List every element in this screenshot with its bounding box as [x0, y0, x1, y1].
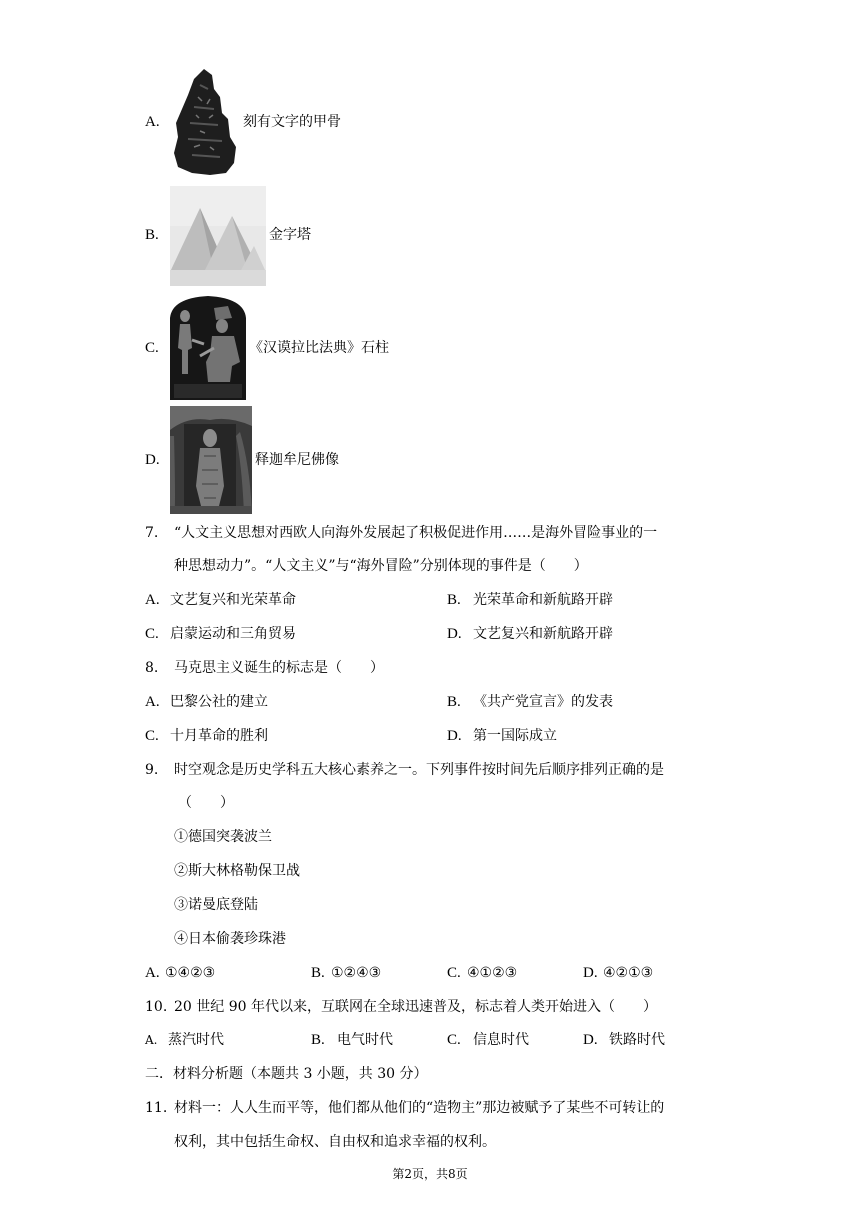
option-letter: D.	[583, 1032, 598, 1048]
event-item: ③诺曼底登陆	[174, 897, 258, 913]
option-letter: B.	[447, 592, 461, 608]
option-text: 光荣革命和新航路开辟	[473, 592, 613, 608]
question-stem-line-2: （ ）	[178, 795, 234, 811]
option-letter: B.	[447, 694, 461, 710]
option-caption: 释迦牟尼佛像	[255, 452, 339, 468]
option-caption: 刻有文字的甲骨	[243, 114, 341, 130]
buddha-statue-image	[170, 406, 252, 514]
question-stem-line-2: 种思想动力”。“人文主义”与“海外冒险”分别体现的事件是（ ）	[174, 558, 588, 574]
question-stem: 20 世纪 90 年代以来，互联网在全球迅速普及，标志着人类开始进入（ ）	[174, 999, 657, 1015]
question-number: 9.	[145, 762, 159, 778]
question-stem-line-1: 时空观念是历史学科五大核心素养之一。下列事件按时间先后顺序排列正确的是	[174, 762, 664, 778]
option-text: 十月革命的胜利	[170, 728, 268, 744]
option-text: 第一国际成立	[473, 728, 557, 744]
question-stem-line-2: 权利，其中包括生命权、自由权和追求幸福的权利。	[174, 1134, 496, 1150]
event-item: ④日本偷袭珍珠港	[174, 931, 286, 947]
option-text: 铁路时代	[609, 1032, 665, 1048]
question-number: 8.	[145, 660, 159, 676]
option-caption: 《汉谟拉比法典》石柱	[249, 340, 389, 356]
page-footer: 第2页，共8页	[392, 1167, 468, 1181]
option-text: 蒸汽时代	[168, 1032, 224, 1048]
option-text: 文艺复兴和光荣革命	[170, 592, 296, 608]
option-text: 《共产党宣言》的发表	[473, 694, 613, 710]
option-letter: B.	[311, 965, 325, 981]
option-letter: C.	[447, 1032, 461, 1048]
option-letter: A.	[145, 114, 160, 130]
option-letter: A.	[145, 694, 160, 710]
option-letter: C.	[145, 626, 159, 642]
option-text: 启蒙运动和三角贸易	[170, 626, 296, 642]
option-text: ①②④③	[331, 965, 382, 981]
question-stem-line-1: “人文主义思想对西欧人向海外发展起了积极促进作用……是海外冒险事业的一	[174, 525, 658, 541]
oracle-bone-image	[170, 67, 240, 177]
question-number: 10.	[145, 999, 168, 1015]
option-text: ①④②③	[165, 965, 216, 981]
option-letter: C.	[145, 728, 159, 744]
question-number: 7.	[145, 525, 159, 541]
option-letter: B.	[145, 227, 159, 243]
option-letter: D.	[583, 965, 598, 981]
event-item: ②斯大林格勒保卫战	[174, 863, 300, 879]
option-letter: A.	[145, 965, 160, 981]
option-text: 巴黎公社的建立	[170, 694, 268, 710]
question-stem: 马克思主义诞生的标志是（ ）	[174, 660, 384, 676]
option-text: ④①②③	[467, 965, 518, 981]
option-text: 文艺复兴和新航路开辟	[473, 626, 613, 642]
option-letter: A.	[145, 592, 160, 608]
hammurabi-stele-image	[170, 296, 246, 400]
option-letter: C.	[145, 340, 159, 356]
option-letter: B.	[311, 1032, 325, 1048]
option-caption: 金字塔	[269, 227, 311, 243]
option-letter: D.	[145, 452, 160, 468]
option-text: ④②①③	[603, 965, 654, 981]
option-text: 电气时代	[337, 1032, 393, 1048]
option-letter: C.	[447, 965, 461, 981]
question-stem-line-1: 材料一：人人生而平等，他们都从他们的“造物主”那边被赋予了某些不可转让的	[174, 1100, 665, 1116]
option-text: 信息时代	[473, 1032, 529, 1048]
question-number: 11.	[145, 1100, 168, 1116]
option-letter: D.	[447, 626, 462, 642]
option-letter: A.	[145, 1033, 158, 1047]
pyramids-image	[170, 186, 266, 286]
event-item: ①德国突袭波兰	[174, 829, 272, 845]
option-letter: D.	[447, 728, 462, 744]
section-heading: 二．材料分析题（本题共 3 小题，共 30 分）	[145, 1066, 428, 1082]
